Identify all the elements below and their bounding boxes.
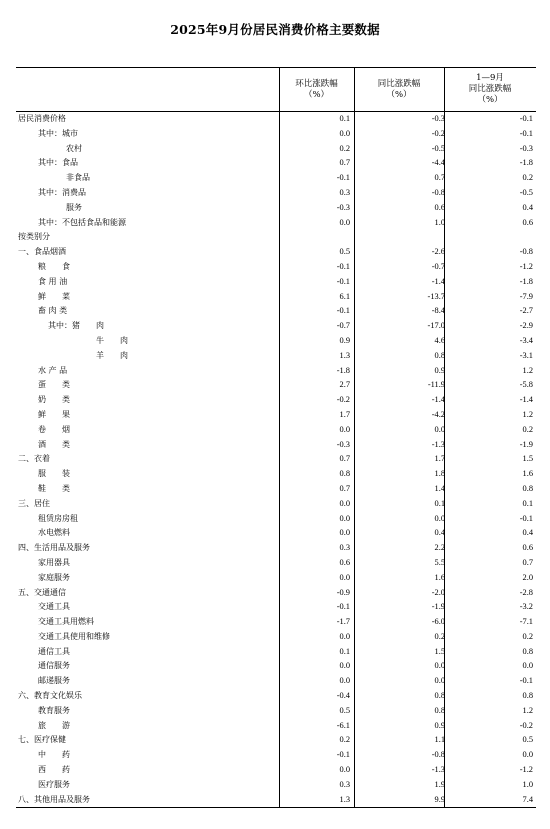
yoy-value: 0.0	[434, 424, 445, 434]
yoy-value: 0.8	[434, 350, 445, 360]
table-row	[16, 304, 536, 319]
header-yoy	[354, 68, 444, 111]
ytd-value: 0.2	[522, 631, 533, 641]
row-label: 旅 游	[38, 720, 70, 730]
mom-value: -0.1	[336, 173, 350, 183]
ytd-value: 1.6	[522, 469, 533, 479]
ytd-value: 0.2	[522, 173, 533, 183]
mom-value: 0.0	[339, 498, 350, 508]
ytd-value: 0.2	[522, 424, 533, 434]
ytd-value: -0.2	[519, 720, 533, 730]
table-row	[16, 142, 536, 157]
row-label: 鞋 类	[38, 483, 70, 493]
header-ytd-line2: 同比涨跌幅	[468, 84, 512, 94]
ytd-value: 1.2	[522, 365, 533, 375]
header-ytd-line1: 1—9月	[476, 73, 504, 83]
yoy-value: 0.4	[434, 528, 445, 538]
row-label: 居民消费价格	[18, 114, 66, 123]
yoy-value: -6.0	[431, 617, 445, 627]
yoy-value: -1.4	[431, 395, 445, 405]
row-label: 蛋 类	[38, 380, 70, 390]
mom-value: 0.7	[339, 483, 350, 493]
row-label: 其中：猪 肉	[48, 321, 104, 331]
table-row	[16, 748, 536, 763]
table-row	[16, 319, 536, 334]
mom-value: -0.4	[336, 691, 350, 701]
yoy-value: 1.5	[434, 646, 445, 656]
row-label: 其中：食品	[38, 158, 78, 168]
ytd-value: 0.0	[522, 661, 533, 671]
mom-value: -0.7	[336, 321, 350, 331]
ytd-value: -0.3	[519, 143, 533, 153]
ytd-value: 1.2	[522, 409, 533, 419]
yoy-value: 0.9	[434, 720, 445, 730]
table-row	[16, 245, 536, 260]
row-label: 其中：消费品	[38, 187, 86, 197]
yoy-value: -0.2	[431, 128, 445, 138]
row-label: 五、交通通信	[18, 587, 66, 597]
yoy-value: -11.9	[427, 380, 445, 390]
yoy-value: 0.6	[434, 202, 445, 212]
ytd-value: -0.1	[519, 128, 533, 138]
yoy-value: 2.2	[434, 543, 445, 553]
row-label: 非食品	[66, 173, 90, 183]
table-row	[16, 600, 536, 615]
mom-value: 0.0	[339, 217, 350, 227]
mom-value: -0.1	[336, 602, 350, 612]
ytd-value: 0.6	[522, 217, 533, 227]
table-row	[16, 645, 536, 660]
ytd-value: 0.0	[522, 750, 533, 760]
ytd-value: -1.9	[519, 439, 533, 449]
ytd-value: 0.4	[522, 528, 533, 538]
row-label: 畜 肉 类	[38, 306, 68, 316]
mom-value: 0.0	[339, 765, 350, 775]
table-row	[16, 586, 536, 601]
mom-value: 0.3	[339, 543, 350, 553]
ytd-value: -1.2	[519, 765, 533, 775]
yoy-value: 0.0	[434, 676, 445, 686]
table-row	[16, 674, 536, 689]
ytd-value: 0.8	[522, 483, 533, 493]
mom-value: 0.2	[339, 143, 350, 153]
table-body	[16, 112, 536, 808]
table-row	[16, 216, 536, 231]
mom-value: 0.0	[339, 513, 350, 523]
ytd-value: 1.0	[522, 779, 533, 789]
row-label: 四、生活用品及服务	[18, 543, 90, 553]
table-row	[16, 571, 536, 586]
row-label: 二、衣着	[18, 454, 50, 464]
yoy-value: 1.6	[434, 572, 445, 582]
row-label: 七、医疗保健	[18, 735, 66, 745]
mom-value: 0.0	[339, 528, 350, 538]
table-row	[16, 260, 536, 275]
yoy-value: 9.9	[434, 794, 445, 804]
row-label: 邮递服务	[38, 676, 70, 686]
table-row	[16, 127, 536, 142]
mom-value: 6.1	[339, 291, 350, 301]
row-label: 西 药	[38, 765, 70, 775]
mom-value: -0.1	[336, 306, 350, 316]
yoy-value: -0.3	[431, 114, 445, 123]
yoy-value: -13.7	[427, 291, 445, 301]
ytd-value: 1.2	[522, 705, 533, 715]
table-row	[16, 689, 536, 704]
row-label: 农村	[66, 143, 82, 153]
yoy-value: 0.7	[434, 173, 445, 183]
yoy-value: 0.8	[434, 705, 445, 715]
table-row	[16, 541, 536, 556]
table-row	[16, 719, 536, 734]
row-label: 三、居住	[18, 498, 50, 508]
ytd-value: -0.1	[519, 114, 533, 123]
mom-value: 0.0	[339, 661, 350, 671]
ytd-value: -1.8	[519, 276, 533, 286]
yoy-value: -0.7	[431, 261, 445, 271]
ytd-value: 2.0	[522, 572, 533, 582]
ytd-value: 0.1	[522, 498, 533, 508]
ytd-value: -1.4	[519, 395, 533, 405]
yoy-value: 1.7	[434, 454, 445, 464]
table-row	[16, 482, 536, 497]
ytd-value: -2.8	[519, 587, 533, 597]
ytd-value: 0.5	[522, 735, 533, 745]
yoy-value: 5.5	[434, 557, 445, 567]
header-yoy-line1: 同比涨跌幅	[377, 78, 421, 89]
ytd-value: -7.1	[519, 617, 533, 627]
mom-value: 2.7	[339, 380, 350, 390]
row-label: 粮 食	[38, 261, 70, 271]
yoy-value: 0.9	[434, 365, 445, 375]
row-label: 教育服务	[38, 705, 70, 715]
mom-value: 0.0	[339, 128, 350, 138]
row-label: 按类别分	[18, 232, 50, 242]
table-row	[16, 467, 536, 482]
row-label: 家庭服务	[38, 572, 70, 582]
row-label: 交通工具用燃料	[38, 617, 94, 627]
mom-value: 0.7	[339, 454, 350, 464]
cpi-table	[16, 67, 536, 808]
yoy-value: 1.4	[434, 483, 445, 493]
header-ytd	[444, 68, 536, 111]
row-label: 交通工具使用和维修	[38, 631, 110, 641]
row-label: 六、教育文化娱乐	[18, 691, 82, 701]
yoy-value: -17.0	[427, 321, 445, 331]
mom-value: -0.3	[336, 439, 350, 449]
row-label: 家用器具	[38, 557, 70, 567]
mom-value: 0.9	[339, 335, 350, 345]
table-header	[16, 67, 536, 112]
yoy-value: -1.3	[431, 765, 445, 775]
yoy-value: -0.8	[431, 187, 445, 197]
table-row	[16, 230, 536, 245]
ytd-value: 0.7	[522, 557, 533, 567]
yoy-value: -4.2	[431, 409, 445, 419]
mom-value: 0.0	[339, 572, 350, 582]
ytd-value: -3.2	[519, 602, 533, 612]
mom-value: 0.2	[339, 735, 350, 745]
table-row	[16, 704, 536, 719]
page-title: 2025年9月份居民消费价格主要数据	[170, 22, 380, 37]
table-row	[16, 290, 536, 305]
table-row	[16, 793, 536, 808]
row-label: 奶 类	[38, 395, 70, 405]
table-row	[16, 156, 536, 171]
yoy-value: -0.8	[431, 750, 445, 760]
table-row	[16, 171, 536, 186]
row-label: 酒 类	[38, 439, 70, 449]
ytd-value: -5.8	[519, 380, 533, 390]
yoy-value: 0.2	[434, 631, 445, 641]
row-label: 水电燃料	[38, 528, 70, 538]
mom-value: -0.3	[336, 202, 350, 212]
mom-value: -0.9	[336, 587, 350, 597]
row-label: 一、食品烟酒	[18, 247, 66, 257]
ytd-value: 0.4	[522, 202, 533, 212]
table-row	[16, 497, 536, 512]
mom-value: 0.3	[339, 779, 350, 789]
mom-value: -0.1	[336, 261, 350, 271]
table-row	[16, 393, 536, 408]
yoy-value: 1.9	[434, 779, 445, 789]
row-label: 中 药	[38, 750, 70, 760]
yoy-value: 1.0	[434, 217, 445, 227]
mom-value: 0.1	[339, 114, 350, 123]
table-row	[16, 334, 536, 349]
table-row	[16, 275, 536, 290]
table-row	[16, 408, 536, 423]
ytd-value: -2.7	[519, 306, 533, 316]
yoy-value: 4.6	[434, 335, 445, 345]
row-label: 通信工具	[38, 646, 70, 656]
ytd-value: -3.4	[519, 335, 533, 345]
table-row	[16, 512, 536, 527]
mom-value: -0.1	[336, 750, 350, 760]
header-mom	[279, 68, 354, 111]
yoy-value: -0.5	[431, 143, 445, 153]
table-row	[16, 556, 536, 571]
table-row	[16, 733, 536, 748]
table-row	[16, 201, 536, 216]
mom-value: 0.8	[339, 469, 350, 479]
yoy-value: 1.1	[434, 735, 445, 745]
row-label: 鲜 菜	[38, 291, 70, 301]
ytd-value: -1.2	[519, 261, 533, 271]
table-row	[16, 615, 536, 630]
table-row	[16, 526, 536, 541]
yoy-value: 0.0	[434, 513, 445, 523]
header-mom-line1: 环比涨跌幅	[295, 78, 338, 89]
table-row	[16, 349, 536, 364]
mom-value: 1.7	[339, 409, 350, 419]
row-label: 通信服务	[38, 661, 70, 671]
yoy-value: 1.8	[434, 469, 445, 479]
row-label: 食 用 油	[38, 276, 68, 286]
ytd-value: -0.1	[519, 513, 533, 523]
table-row	[16, 659, 536, 674]
yoy-value: -2.0	[431, 587, 445, 597]
mom-value: 0.0	[339, 631, 350, 641]
mom-value: 0.7	[339, 158, 350, 168]
ytd-value: -0.5	[519, 187, 533, 197]
ytd-value: -0.1	[519, 676, 533, 686]
row-label: 水 产 品	[38, 365, 68, 375]
ytd-value: -7.9	[519, 291, 533, 301]
ytd-value: -2.9	[519, 321, 533, 331]
row-label: 交通工具	[38, 602, 70, 612]
header-mom-line2: （%）	[303, 89, 330, 100]
mom-value: 0.5	[339, 247, 350, 257]
row-label: 租赁房房租	[38, 513, 78, 523]
row-label: 牛 肉	[96, 335, 128, 345]
mom-value: 0.3	[339, 187, 350, 197]
mom-value: -1.8	[336, 365, 350, 375]
row-label: 服务	[66, 202, 82, 212]
header-ytd-line3: （%）	[477, 95, 503, 105]
row-label: 其中：城市	[38, 128, 78, 138]
ytd-value: 1.5	[522, 454, 533, 464]
table-row	[16, 378, 536, 393]
mom-value: 1.3	[339, 350, 350, 360]
table-row	[16, 438, 536, 453]
mom-value: 0.5	[339, 705, 350, 715]
table-row	[16, 630, 536, 645]
row-label: 卷 烟	[38, 424, 70, 434]
yoy-value: -8.4	[431, 306, 445, 316]
mom-value: 1.3	[339, 794, 350, 804]
table-row	[16, 452, 536, 467]
yoy-value: -4.4	[431, 158, 445, 168]
yoy-value: 0.0	[434, 661, 445, 671]
mom-value: -0.1	[336, 276, 350, 286]
ytd-value: -0.8	[519, 247, 533, 257]
ytd-value: 0.8	[522, 691, 533, 701]
row-label: 医疗服务	[38, 779, 70, 789]
mom-value: 0.1	[339, 646, 350, 656]
table-row	[16, 763, 536, 778]
row-label: 其中：不包括食品和能源	[38, 217, 126, 227]
table-row	[16, 112, 536, 127]
mom-value: 0.0	[339, 676, 350, 686]
mom-value: -6.1	[336, 720, 350, 730]
yoy-value: 0.1	[434, 498, 445, 508]
yoy-value: -1.9	[431, 602, 445, 612]
row-label: 鲜 果	[38, 409, 70, 419]
mom-value: 0.6	[339, 557, 350, 567]
mom-value: 0.0	[339, 424, 350, 434]
ytd-value: 7.4	[522, 794, 533, 804]
row-label: 服 装	[38, 469, 70, 479]
ytd-value: -1.8	[519, 158, 533, 168]
ytd-value: 0.8	[522, 646, 533, 656]
table-row	[16, 423, 536, 438]
ytd-value: 0.6	[522, 543, 533, 553]
table-row	[16, 364, 536, 379]
table-row	[16, 778, 536, 793]
yoy-value: -2.6	[431, 247, 445, 257]
row-label: 羊 肉	[96, 350, 128, 360]
header-yoy-line2: （%）	[386, 89, 412, 100]
yoy-value: 0.8	[434, 691, 445, 701]
row-label: 八、其他用品及服务	[18, 794, 90, 804]
mom-value: -0.2	[336, 395, 350, 405]
ytd-value: -3.1	[519, 350, 533, 360]
table-row	[16, 186, 536, 201]
mom-value: -1.7	[336, 617, 350, 627]
yoy-value: -1.4	[431, 276, 445, 286]
yoy-value: -1.3	[431, 439, 445, 449]
